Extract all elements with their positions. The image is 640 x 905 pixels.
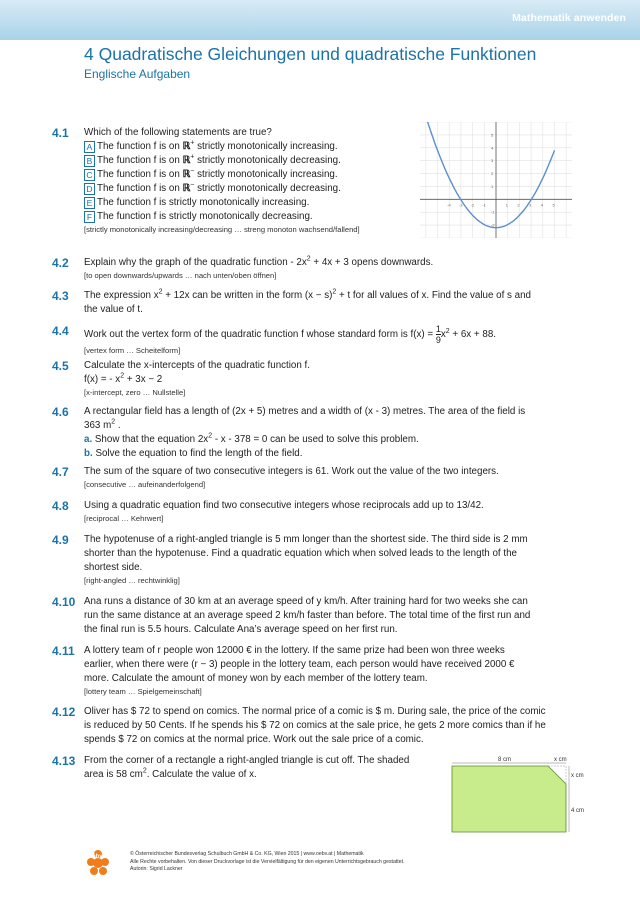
task-text: Calculate the x-intercepts of the quadratic function f. — [84, 360, 310, 371]
task-text: - x - 378 = 0 can be used to solve this problem. — [212, 434, 419, 445]
x-tick-label: -3 — [458, 202, 463, 208]
option-checkbox[interactable]: B — [84, 155, 95, 167]
option-text: The function f is on — [97, 141, 183, 152]
page-title: 4 Quadratische Gleichungen und quadratische Funktionen — [84, 44, 537, 64]
task-text: run the same distance at an average speed 2 km/h faster than before. The total time of the first run and — [84, 610, 531, 621]
task-text: + t for all values of x. Find the value of s and — [336, 290, 531, 301]
page-subtitle: Englische Aufgaben — [84, 67, 191, 81]
task-text: From the corner of a rectangle a right-angled triangle is cut off. The shaded — [84, 755, 410, 766]
function-term: + 3x − 2 — [124, 374, 163, 385]
x-tick-label: -2 — [470, 202, 475, 208]
real-numbers-symbol: ℝ — [182, 169, 191, 180]
option-text: The function f is on — [97, 155, 183, 166]
task-number: 4.1 — [52, 126, 69, 140]
parabola-graph — [420, 122, 572, 238]
task-number: 4.5 — [52, 359, 69, 373]
vocabulary-note: [to open downwards/upwards … nach unten/oben öffnen] — [84, 271, 277, 280]
task-number: 4.12 — [52, 705, 76, 719]
task-text: shortest side. — [84, 562, 143, 573]
exponent: 2 — [306, 255, 311, 263]
task-text: Show that the equation 2x — [92, 434, 209, 445]
x-tick-label: 5 — [552, 202, 555, 208]
task-text: area is 58 cm — [84, 769, 143, 780]
fraction-denominator: 9 — [435, 335, 441, 345]
task-text: Ana runs a distance of 30 km at an average speed of y km/h. After training hard for two weeks she can — [84, 596, 528, 607]
sign-superscript: − — [190, 167, 195, 175]
task-number: 4.8 — [52, 499, 69, 513]
exponent: 2 — [445, 327, 450, 335]
task-number: 4.6 — [52, 405, 69, 419]
cut-label-top: x cm — [554, 757, 567, 763]
real-numbers-symbol: ℝ — [182, 155, 191, 166]
option-list — [84, 140, 414, 224]
y-tick-label: 3 — [491, 158, 494, 164]
task-text: The hypotenuse of a right-angled triangle is 5 mm longer than the shortest side. The third side is 2 mm — [84, 534, 528, 545]
option-f[interactable] — [84, 210, 414, 224]
option-c[interactable] — [84, 168, 414, 182]
x-tick-label: 1 — [505, 202, 508, 208]
task-text: the final run is 5.5 hours. Calculate Ana’s average speed on her first run. — [84, 624, 398, 635]
exponent: 2 — [332, 288, 337, 296]
vocabulary-note: [vertex form … Scheitelform] — [84, 346, 181, 355]
y-tick-label: 1 — [491, 183, 494, 189]
task-text: Which of the following statements are true? — [84, 127, 272, 138]
fraction-numerator: 1 — [435, 324, 441, 334]
task-text: + 4x + 3 opens downwards. — [310, 257, 434, 268]
y-tick-label: -1 — [491, 209, 495, 215]
y-tick-label: 4 — [491, 145, 494, 151]
footer — [130, 851, 550, 874]
task-text: Oliver has $ 72 to spend on comics. The normal price of a comic is $ m. During sale, the price of the comic — [84, 706, 546, 717]
x-tick-label: -4 — [447, 202, 451, 208]
x-tick-label: -1 — [482, 202, 486, 208]
task-text: the value of t. — [84, 304, 143, 315]
sign-superscript: + — [190, 153, 195, 161]
sign-superscript: + — [190, 139, 195, 147]
task-text: A lottery team of r people won 12000 € in the lottery. If the same prize had been won three weeks — [84, 645, 505, 656]
task-text: more. Calculate the amount of money won by each member of the lottery team. — [84, 673, 428, 684]
real-numbers-symbol: ℝ — [182, 183, 191, 194]
y-tick-label: 5 — [491, 132, 494, 138]
task-text: spends $ 72 on comics at the normal price. Work out the sale price of a comic. — [84, 734, 424, 745]
task-text: . Calculate the value of x. — [146, 769, 257, 780]
height-label: 4 cm — [571, 808, 585, 814]
exponent: 2 — [142, 767, 147, 775]
vocabulary-note: [x-intercept, zero … Nullstelle] — [84, 388, 186, 397]
option-text: strictly monotonically decreasing. — [194, 183, 341, 194]
task-text: earlier, when there were (r − 3) people in the lottery team, each person would have received 2000 € — [84, 659, 515, 670]
option-checkbox[interactable]: A — [84, 141, 95, 153]
section-label: Mathematik anwenden — [512, 12, 626, 24]
option-text: strictly monotonically increasing. — [194, 141, 338, 152]
task-text: The sum of the square of two consecutive integers is 61. Work out the value of the two integers. — [84, 466, 499, 477]
option-checkbox[interactable]: E — [84, 197, 95, 209]
task-number: 4.9 — [52, 533, 69, 547]
real-numbers-symbol: ℝ — [182, 141, 191, 152]
option-text: The function f is strictly monotonically increasing. — [97, 197, 310, 208]
oebv-logo — [86, 846, 114, 880]
task-text: x — [440, 329, 446, 341]
option-checkbox[interactable]: C — [84, 169, 95, 181]
task-number: 4.7 — [52, 465, 69, 479]
task-text: Solve the equation to find the length of the field. — [92, 448, 303, 459]
task-text: Using a quadratic equation find two consecutive integers whose reciprocals add up to 13/42. — [84, 500, 484, 511]
task-text: + 12x can be written in the form (x − s) — [162, 290, 333, 301]
author-line: Autorin: Sigrid Lackner — [130, 866, 183, 872]
option-checkbox[interactable]: D — [84, 183, 95, 195]
task-text: A rectangular field has a length of (2x + 5) metres and a width of (x - 3) metres. The area of the field is — [84, 406, 526, 417]
option-a[interactable] — [84, 140, 414, 154]
x-tick-label: 2 — [517, 202, 520, 208]
vocabulary-note: [lottery team … Spielgemeinschaft] — [84, 687, 202, 696]
option-checkbox[interactable]: F — [84, 211, 95, 223]
task-number: 4.10 — [52, 595, 76, 609]
function-term: f(x) = - x — [84, 374, 121, 385]
option-text: The function f is strictly monotonically decreasing. — [97, 211, 313, 222]
option-d[interactable] — [84, 182, 414, 196]
task-text: 363 m — [84, 420, 112, 431]
y-tick-label: 2 — [491, 171, 494, 177]
task-text: is reduced by 50 Cents. If he spends his $ 72 on comics at the sale price, he gets 2 more comics than if he — [84, 720, 546, 731]
exponent: 2 — [158, 288, 163, 296]
exponent: 2 — [120, 372, 125, 380]
option-e[interactable] — [84, 196, 414, 210]
vocabulary-note: [right-angled … rechtwinklig] — [84, 576, 180, 585]
vocabulary-note: [reciprocal … Kehrwert] — [84, 514, 164, 523]
option-text: strictly monotonically decreasing. — [194, 155, 341, 166]
task-text: Work out the vertex form of the quadratic function f whose standard form is f(x) = — [84, 329, 436, 341]
exponent: 2 — [208, 432, 213, 440]
x-tick-label: 4 — [540, 202, 544, 208]
subtask-label: b. — [84, 448, 93, 459]
cut-label-side: x cm — [571, 773, 584, 779]
rectangle-figure — [446, 752, 592, 834]
copyright-line: © Österreichischer Bundesverlag Schulbuch GmbH & Co. KG, Wien 2015 | www.oebv.at | Mathematik — [130, 851, 364, 857]
vocabulary-note: [strictly monotonically increasing/decreasing … streng monoton wachsend/fallend] — [84, 225, 360, 234]
option-text: strictly monotonically increasing. — [194, 169, 338, 180]
subtask-label: a. — [84, 434, 93, 445]
task-number: 4.13 — [52, 754, 76, 768]
shaded-area — [452, 766, 566, 832]
task-number: 4.3 — [52, 289, 69, 303]
x-tick-label: 3 — [529, 202, 532, 208]
task-number: 4.2 — [52, 256, 69, 270]
vocabulary-note: [consecutive … aufeinanderfolgend] — [84, 480, 206, 489]
task-text: shorter than the hypotenuse. Find a quadratic equation which when solved leads to the length of the — [84, 548, 517, 559]
task-text: The expression x — [84, 290, 159, 301]
option-b[interactable] — [84, 154, 414, 168]
exponent: 2 — [111, 418, 116, 426]
logo-text: öbv — [92, 854, 103, 860]
task-number: 4.11 — [52, 644, 75, 658]
sign-superscript: − — [190, 181, 195, 189]
width-label: 8 cm — [498, 757, 512, 763]
header-bar — [0, 0, 640, 40]
option-text: The function f is on — [97, 183, 183, 194]
task-number: 4.4 — [52, 324, 69, 338]
task-text: + 6x + 88. — [449, 329, 496, 341]
task-text: Explain why the graph of the quadratic function - 2x — [84, 257, 307, 268]
y-tick-label: -2 — [491, 222, 495, 228]
option-text: The function f is on — [97, 169, 183, 180]
rights-line: Alle Rechte vorbehalten. Von dieser Druckvorlage ist die Vervielfältigung für den eigenen Unterrichtsgebrauch gestattet. — [130, 858, 405, 865]
